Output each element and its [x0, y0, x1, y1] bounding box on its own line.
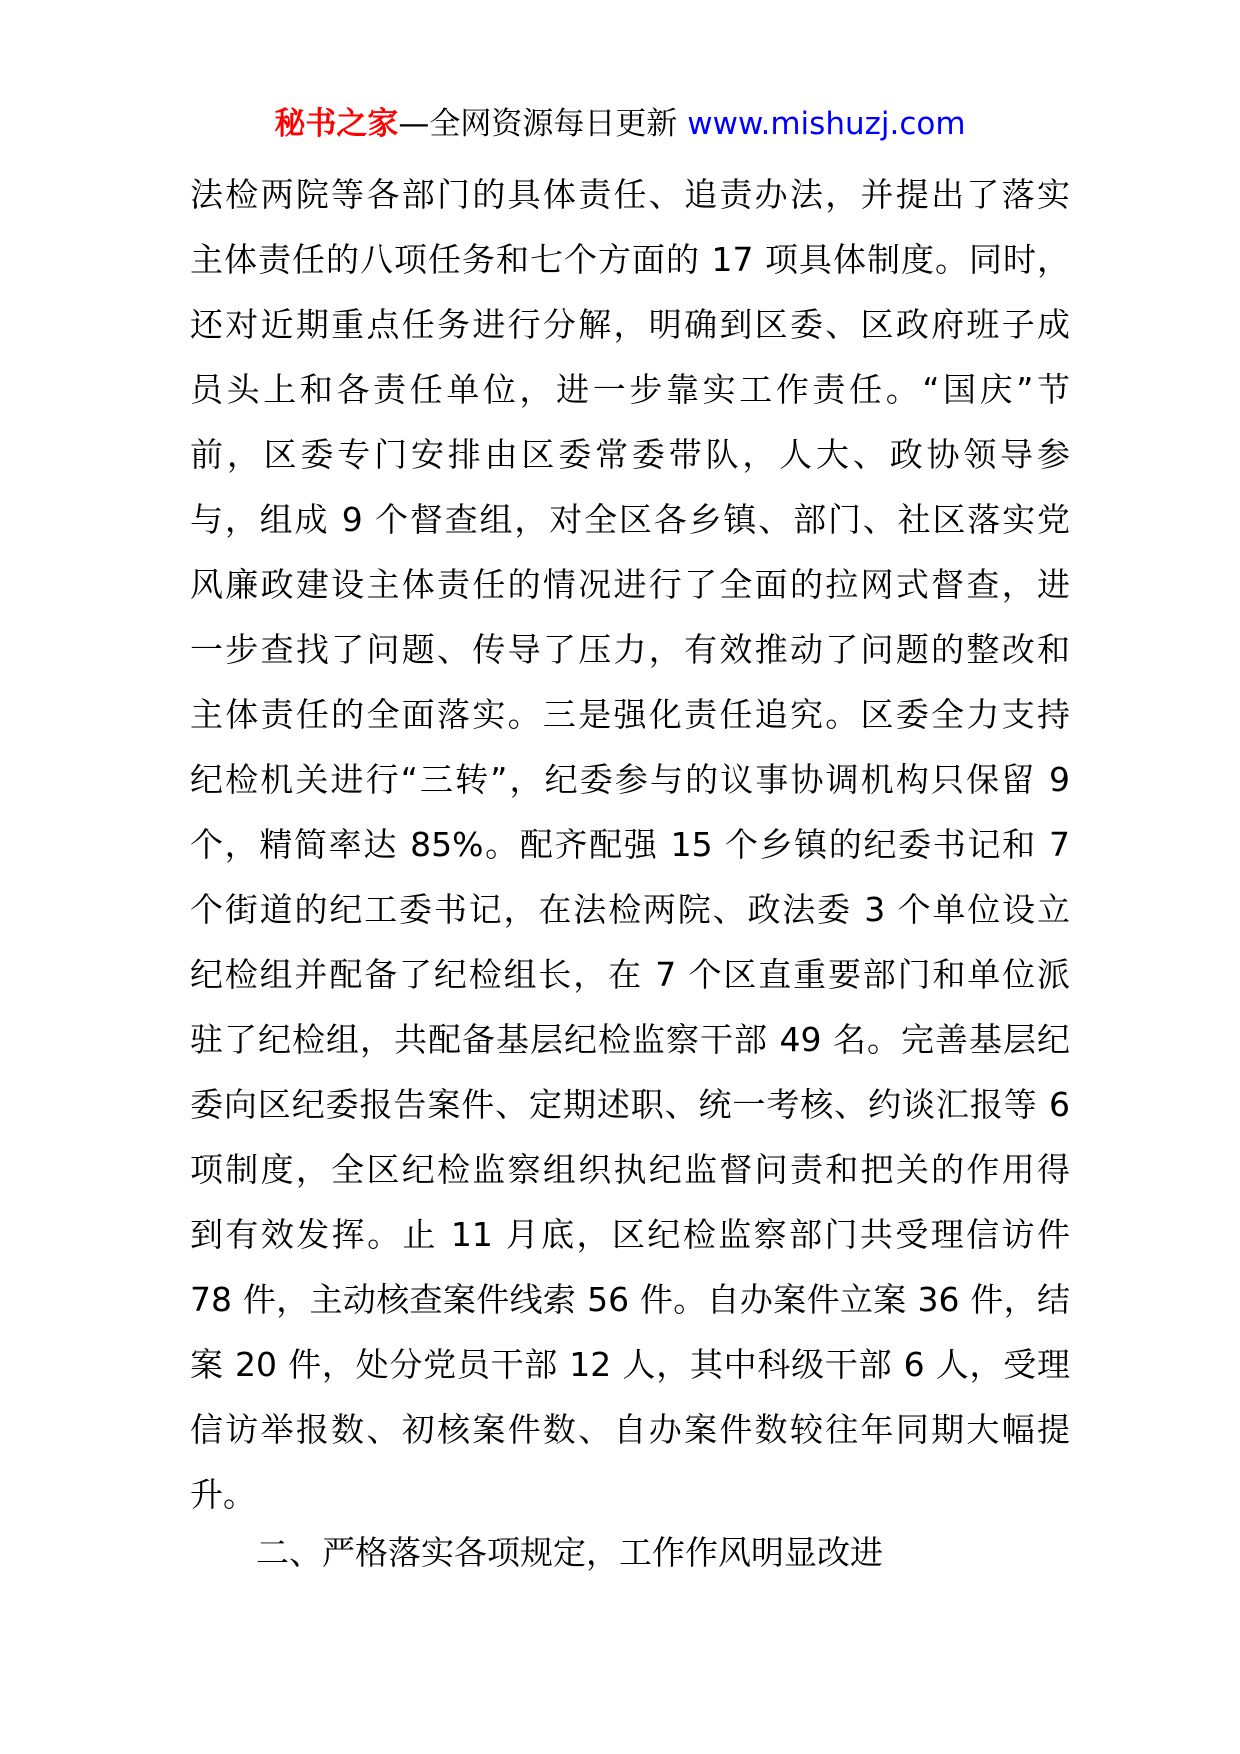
website-link[interactable]: www.mishuzj.com [687, 106, 966, 142]
paragraph-line: 升。 [190, 1475, 256, 1514]
paragraph-line: 委向区纪委报告案件、定期述职、统一考核、约谈汇报等 6 [190, 1085, 1070, 1124]
paragraph-line: 78 件，主动核查案件线索 56 件。自办案件立案 36 件，结 [190, 1280, 1070, 1319]
paragraph-line: 信访举报数、初核案件数、自办案件数较往年同期大幅提 [190, 1410, 1070, 1449]
paragraph-line: 纪检组并配备了纪检组长，在 7 个区直重要部门和单位派 [190, 955, 1070, 994]
body-paragraph [190, 162, 1070, 1527]
paragraph-line: 法检两院等各部门的具体责任、追责办法，并提出了落实 [190, 175, 1070, 214]
paragraph-line: 到有效发挥。止 11 月底，区纪检监察部门共受理信访件 [190, 1215, 1070, 1254]
header-tagline: —全网资源每日更新 [398, 106, 688, 142]
paragraph-line: 驻了纪检组，共配备基层纪检监察干部 49 名。完善基层纪 [190, 1020, 1070, 1059]
paragraph-line: 与，组成 9 个督查组，对全区各乡镇、部门、社区落实党 [190, 500, 1070, 539]
paragraph-line: 项制度，全区纪检监察组织执纪监督问责和把关的作用得 [190, 1150, 1070, 1189]
paragraph-line: 前，区委专门安排由区委常委带队，人大、政协领导参 [190, 435, 1070, 474]
paragraph-line: 风廉政建设主体责任的情况进行了全面的拉网式督查，进 [190, 565, 1070, 604]
paragraph-line: 还对近期重点任务进行分解，明确到区委、区政府班子成 [190, 305, 1070, 344]
paragraph-line: 一步查找了问题、传导了压力，有效推动了问题的整改和 [190, 630, 1070, 669]
paragraph-line: 个，精简率达 85%。配齐配强 15 个乡镇的纪委书记和 7 [190, 825, 1070, 864]
brand-name: 秘书之家 [274, 106, 399, 142]
paragraph-line: 个街道的纪工委书记，在法检两院、政法委 3 个单位设立 [190, 890, 1070, 929]
paragraph-line: 主体责任的全面落实。三是强化责任追究。区委全力支持 [190, 695, 1070, 734]
paragraph-line: 案 20 件，处分党员干部 12 人，其中科级干部 6 人，受理 [190, 1345, 1070, 1384]
paragraph-line: 主体责任的八项任务和七个方面的 17 项具体制度。同时， [190, 240, 1070, 279]
page-header [0, 104, 1240, 144]
paragraph-line: 员头上和各责任单位，进一步靠实工作责任。“国庆”节 [190, 370, 1070, 409]
paragraph-line: 纪检机关进行“三转”，纪委参与的议事协调机构只保留 9 [190, 760, 1070, 799]
section-heading: 二、严格落实各项规定，工作作风明显改进 [256, 1533, 883, 1572]
